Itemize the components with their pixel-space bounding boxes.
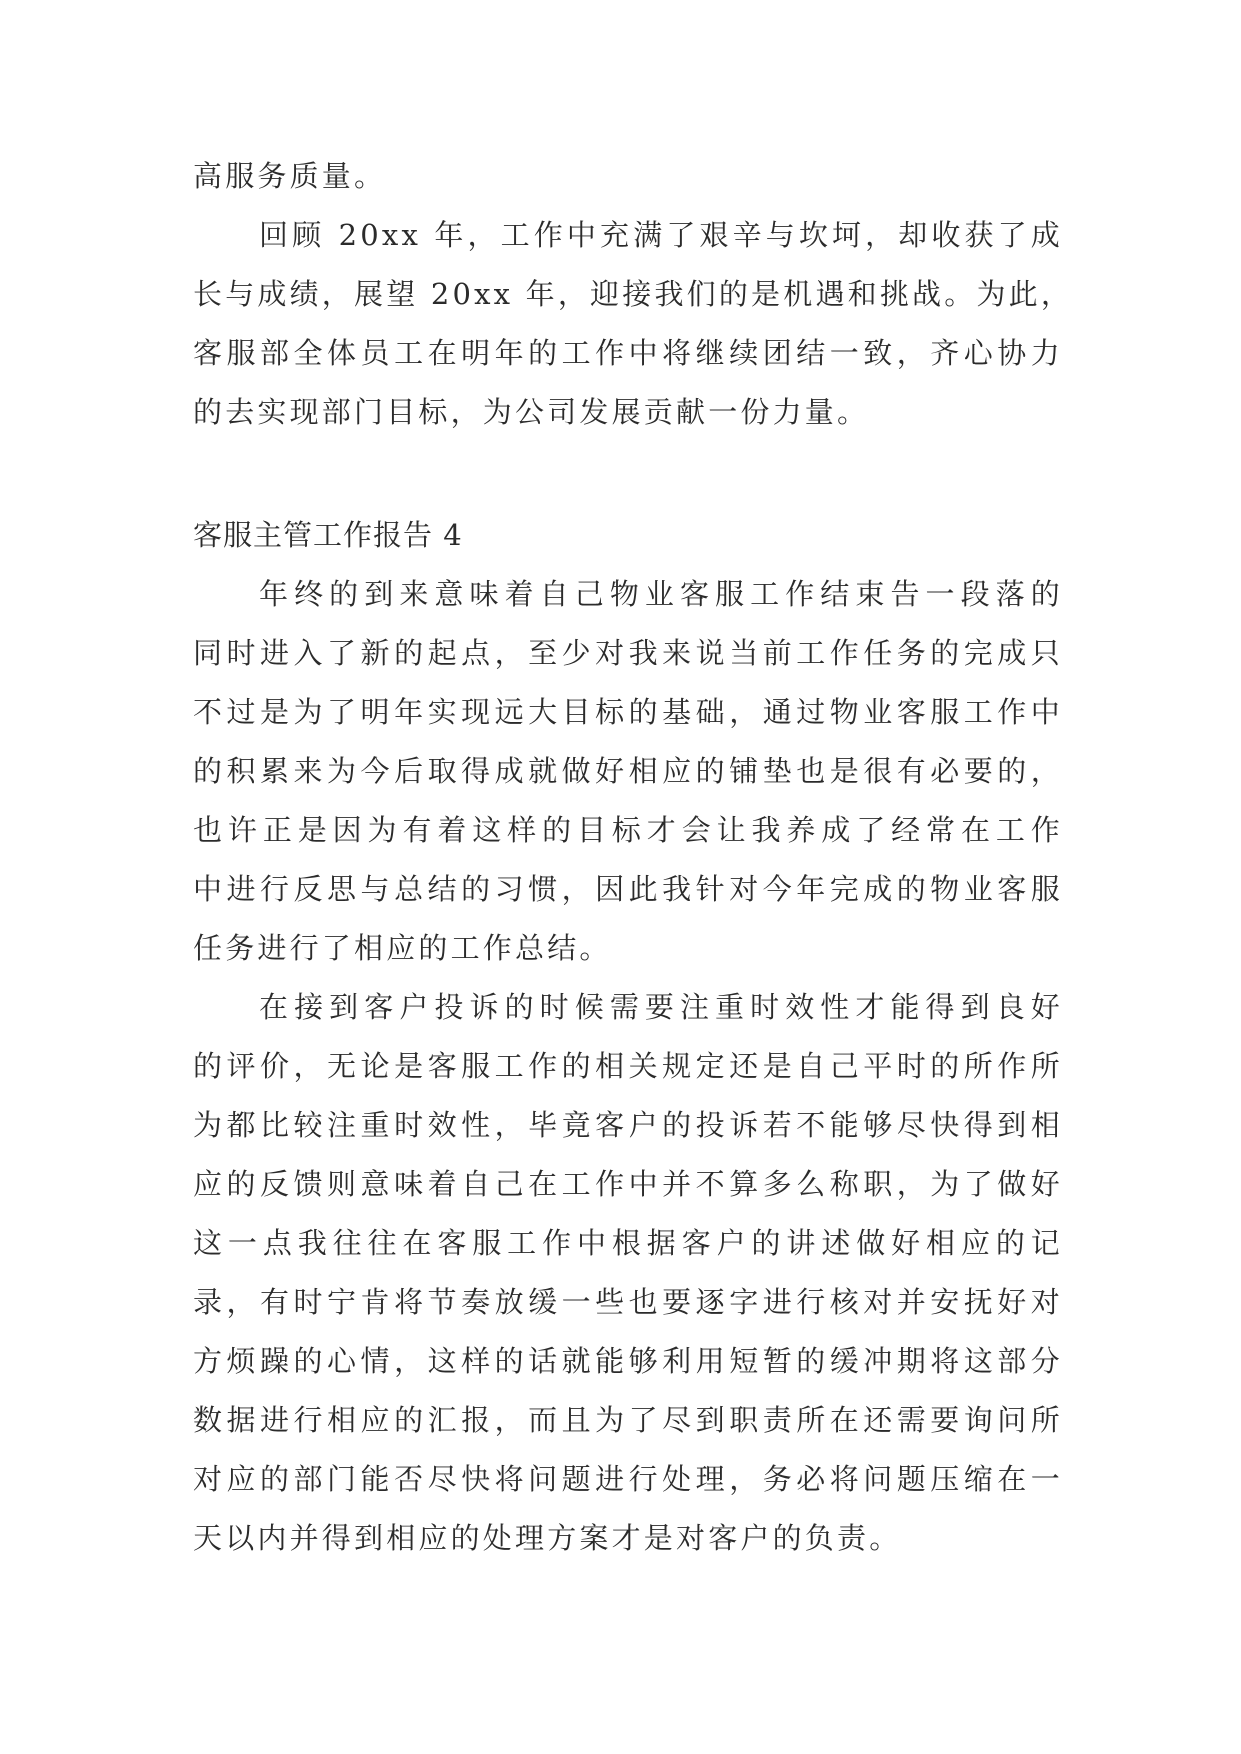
text-line: 回顾 20xx 年，工作中充满了艰辛与坎坷，却收获了成: [259, 218, 1063, 252]
text-line: 任务进行了相应的工作总结。: [193, 931, 612, 965]
document-body: [193, 158, 1074, 1579]
text-line: 方烦躁的心情，这样的话就能够利用短暂的缓冲期将这部分: [193, 1344, 1063, 1378]
text-line: 在接到客户投诉的时候需要注重时效性才能得到良好: [259, 990, 1063, 1024]
text-line: 的积累来为今后取得成就做好相应的铺垫也是很有必要的，: [193, 754, 1063, 788]
text-line: 的去实现部门目标，为公司发展贡献一份力量。: [193, 395, 870, 429]
text-line: 的评价，无论是客服工作的相关规定还是自己平时的所作所: [193, 1049, 1063, 1083]
text-line: 应的反馈则意味着自己在工作中并不算多么称职，为了做好: [193, 1167, 1063, 1201]
text-line: 客服部全体员工在明年的工作中将继续团结一致，齐心协力: [193, 336, 1063, 370]
paragraph-complaints: [193, 989, 1063, 1557]
text-line: 为都比较注重时效性，毕竟客户的投诉若不能够尽快得到相: [193, 1108, 1063, 1142]
paragraph-year-end: [193, 576, 1063, 967]
text-line: 天以内并得到相应的处理方案才是对客户的负责。: [193, 1521, 902, 1555]
text-line: 录，有时宁肯将节奏放缓一些也要逐字进行核对并安抚好对: [193, 1285, 1063, 1319]
text-line: 年终的到来意味着自己物业客服工作结束告一段落的: [259, 577, 1063, 611]
section-gap: [193, 453, 1063, 517]
text-line: 同时进入了新的起点，至少对我来说当前工作任务的完成只: [193, 636, 1063, 670]
paragraph-continuation: [193, 158, 1063, 195]
text-line: 这一点我往往在客服工作中根据客户的讲述做好相应的记: [193, 1226, 1063, 1260]
paragraph-review: [193, 217, 1074, 431]
text-line: 长与成绩，展望 20xx 年，迎接我们的是机遇和挑战。为此，: [193, 277, 1074, 311]
section-heading: 客服主管工作报告 4: [193, 518, 463, 552]
text-line: 高服务质量。: [193, 159, 387, 193]
text-line: 中进行反思与总结的习惯，因此我针对今年完成的物业客服: [193, 872, 1063, 906]
text-line: 不过是为了明年实现远大目标的基础，通过物业客服工作中: [193, 695, 1063, 729]
text-line: 也许正是因为有着这样的目标才会让我养成了经常在工作: [193, 813, 1063, 847]
text-line: 对应的部门能否尽快将问题进行处理，务必将问题压缩在一: [193, 1462, 1063, 1496]
text-line: 数据进行相应的汇报，而且为了尽到职责所在还需要询问所: [193, 1403, 1063, 1437]
